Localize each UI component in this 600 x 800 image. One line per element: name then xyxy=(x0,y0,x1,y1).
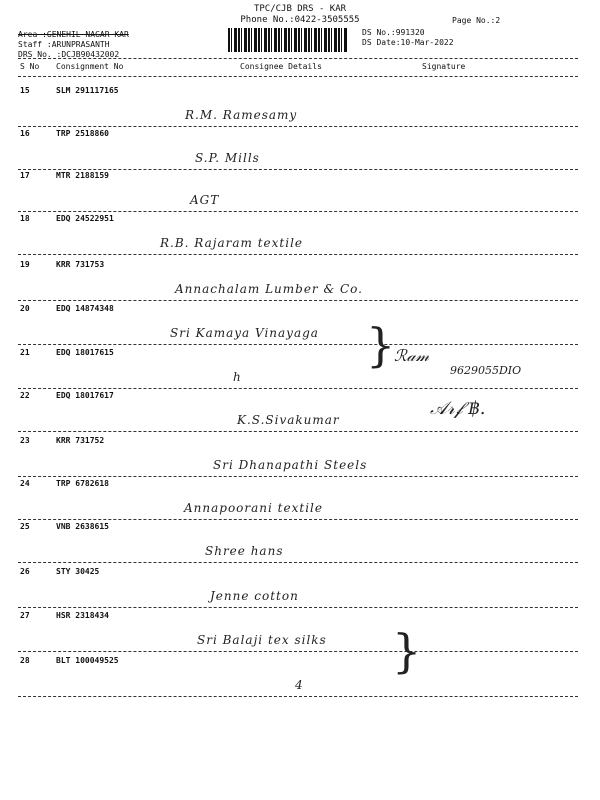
row-divider xyxy=(18,651,578,652)
row-consignment-no: KRR 731752 xyxy=(56,436,105,445)
staff: Staff :ARUNPRASANTH xyxy=(18,40,110,49)
row-consignment-no: EDQ 14874348 xyxy=(56,304,114,313)
row-sno: 17 xyxy=(20,171,30,180)
row-consignment-no: STY 30425 xyxy=(56,567,100,576)
title: TPC/CJB DRS - KAR xyxy=(253,4,347,14)
row-divider xyxy=(18,607,578,608)
col-consignee: Consignee Details xyxy=(240,62,322,71)
header-right xyxy=(362,28,454,48)
row-consignee-handwritten: R.M. Ramesamy xyxy=(185,108,298,122)
row-sno: 25 xyxy=(20,522,30,531)
row-sno: 21 xyxy=(20,348,30,357)
brace-right-1: } xyxy=(366,318,396,372)
row-divider xyxy=(18,169,578,170)
drs-number: DRS No. :DCJB90432002 xyxy=(18,50,120,59)
row-divider xyxy=(18,254,578,255)
row-consignment-no: EDQ 18017615 xyxy=(56,348,114,357)
row-sno: 24 xyxy=(20,479,30,488)
row-consignee-handwritten: Shree hans xyxy=(205,544,284,558)
col-consignment: Consignment No xyxy=(56,62,124,71)
row-consignee-handwritten: Annachalam Lumber & Co. xyxy=(175,282,363,296)
phone: Phone No.:0422-3505555 xyxy=(240,15,360,25)
row-sno: 26 xyxy=(20,567,30,576)
header-divider xyxy=(18,58,578,59)
row-consignment-no: SLM 291117165 xyxy=(56,86,119,95)
row-consignment-no: MTR 2188159 xyxy=(56,171,109,180)
row-sno: 20 xyxy=(20,304,30,313)
brace-right-2: } xyxy=(392,624,422,678)
row-sno: 15 xyxy=(20,86,30,95)
page-number: Page No.:2 xyxy=(452,16,501,25)
row-divider xyxy=(18,344,578,345)
row-consignee-handwritten: h xyxy=(233,370,242,384)
branch: Area :GENEHIL NAGAR KAR xyxy=(18,30,129,39)
row-divider xyxy=(18,126,578,127)
header-left xyxy=(18,30,129,60)
barcode xyxy=(228,28,348,52)
row-divider xyxy=(18,696,578,697)
row-divider xyxy=(18,431,578,432)
row-divider xyxy=(18,388,578,389)
row-sno: 23 xyxy=(20,436,30,445)
row-sno: 28 xyxy=(20,656,30,665)
row-consignment-no: VNB 2638615 xyxy=(56,522,109,531)
row-sno: 22 xyxy=(20,391,30,400)
col-sno: S No xyxy=(20,62,40,71)
row-consignment-no: EDQ 18017617 xyxy=(56,391,114,400)
signature-phone: 9629055DIO xyxy=(450,364,522,377)
row-consignment-no: KRR 731753 xyxy=(56,260,105,269)
row-consignee-handwritten: Sri Dhanapathi Steels xyxy=(213,458,368,472)
row-consignee-handwritten: S.P. Mills xyxy=(195,151,260,165)
row-consignee-handwritten: AGT xyxy=(190,193,220,207)
row-consignment-no: TRP 2518860 xyxy=(56,129,109,138)
row-divider xyxy=(18,476,578,477)
row-consignee-handwritten: Annapoorani textile xyxy=(184,501,323,515)
row-consignment-no: TRP 6782618 xyxy=(56,479,109,488)
row-divider xyxy=(18,300,578,301)
row-consignment-no: HSR 2318434 xyxy=(56,611,109,620)
row-sno: 16 xyxy=(20,129,30,138)
row-consignee-handwritten: R.B. Rajaram textile xyxy=(160,236,304,250)
row-consignment-no: BLT 100049525 xyxy=(56,656,119,665)
row-consignee-handwritten: 4 xyxy=(295,678,304,692)
ds-date: DS Date:10-Mar-2022 xyxy=(362,38,454,47)
row-consignment-no: EDQ 24522951 xyxy=(56,214,114,223)
row-consignee-handwritten: Sri Balaji tex silks xyxy=(197,633,327,647)
row-sno: 18 xyxy=(20,214,30,223)
row-sno: 27 xyxy=(20,611,30,620)
row-consignee-handwritten: K.S.Sivakumar xyxy=(237,413,340,427)
row-sno: 19 xyxy=(20,260,30,269)
row-consignee-handwritten: Sri Kamaya Vinayaga xyxy=(170,326,319,340)
row-divider xyxy=(18,562,578,563)
col-signature: Signature xyxy=(422,62,466,71)
ds-number: DS No.:991320 xyxy=(362,28,425,37)
row-consignee-handwritten: Jenne cotton xyxy=(210,589,299,603)
signature-scribble: ℛ𝒶𝓂 xyxy=(394,346,430,365)
row-divider xyxy=(18,211,578,212)
signature-mark: 𝒜𝓇𝒻 ฿. xyxy=(430,398,486,419)
colhead-divider xyxy=(18,76,578,77)
row-divider xyxy=(18,519,578,520)
drs-header-title xyxy=(230,4,370,26)
